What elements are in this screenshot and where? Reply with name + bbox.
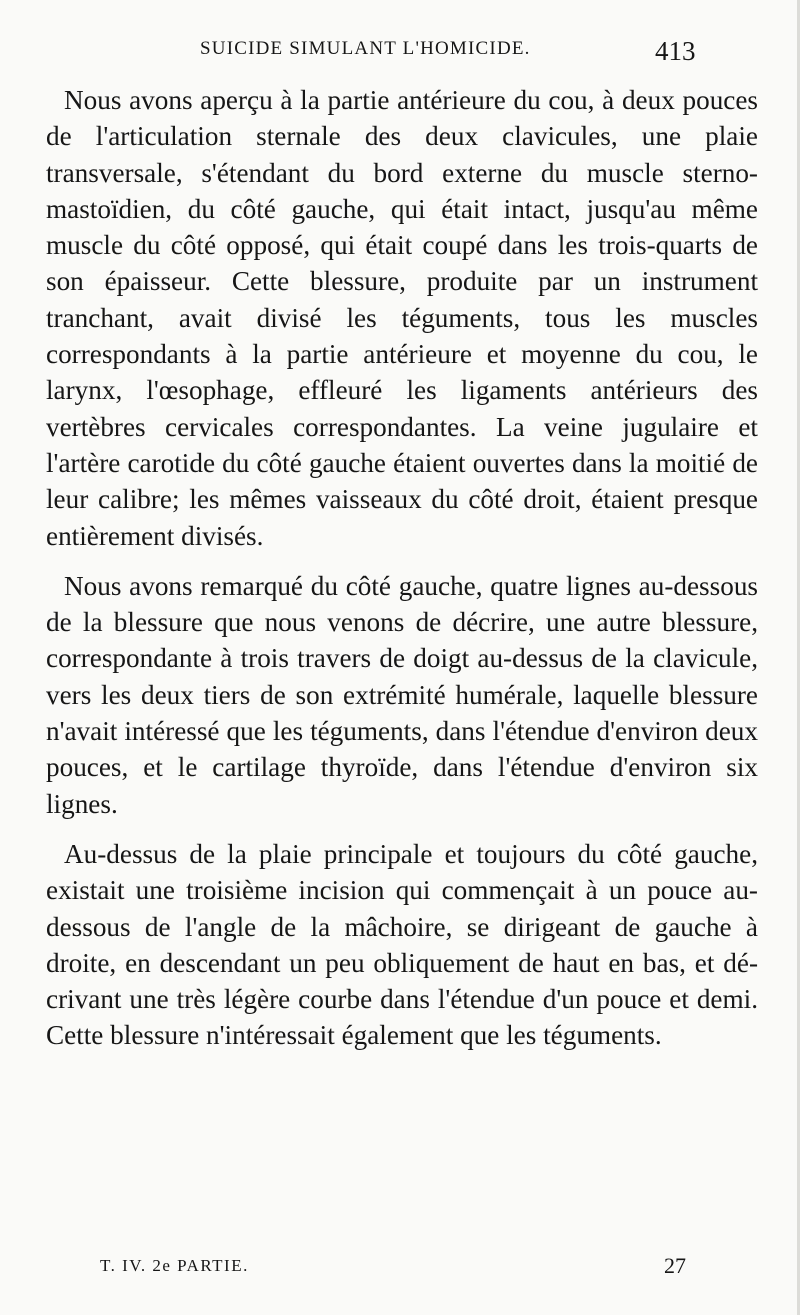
paragraph-second-wound: Nous avons remarqué du côté gauche, quatre lignes au-dessous de la blessure que nous venons de décrire, une autre blessure, correspondante à trois travers de doigt au-dessus de la clavicule, vers les deux tiers de son extrémité humérale, laquelle blessure n'avait intéressé que les téguments, dans l'étendue d'environ deux pouces, et le cartilage thyroïde, dans l'étendue d'environ six lignes.: [46, 570, 758, 819]
paragraph-wound-description: Nous avons aperçu à la partie antérieure du cou, à deux pouces de l'articulation sternale des deux clavicules, une plaie transversale, s'étendant du bord externe du muscle sterno-mastoïdien, du côté gauche, qui était intact, jusqu'au même muscle du côté opposé, qui était coupé dans les trois-quarts de son épaisseur. Cette blessure, produite par un instrument tranchant, avait divisé les téguments, tous les muscles correspondants à la partie antérieure et moyenne du cou, le larynx, l'œsophage, effleuré les ligaments antérieurs des vertèbres cervicales correspondantes. La veine jugulaire et l'artère carotide du côté gauche étaient ouvertes dans la moitié de leur calibre; les mêmes vaisseaux du côté droit, étaient presque entièrement divisés.: [46, 85, 758, 551]
page-number: 413: [655, 36, 696, 66]
text-body: [46, 82, 758, 1054]
signature-mark: T. IV. 2e PARTIE.: [100, 1256, 249, 1275]
running-title: SUICIDE SIMULANT L'HOMICIDE.: [200, 38, 531, 59]
running-head: [0, 36, 800, 70]
page-footer: [0, 1250, 800, 1286]
signature-number: 27: [664, 1253, 686, 1278]
paragraph-third-incision: Au-dessus de la plaie principale et toujours du côté gauche, existait une troisième incision qui commençait à un pouce au-dessous de l'angle de la mâchoire, se dirigeant de gauche à droite, en descendant un peu obliquement de haut en bas, et décrivant une très légère courbe dans l'étendue d'un pouce et demi. Cette blessure n'intéressait également que les téguments.: [46, 838, 758, 1051]
